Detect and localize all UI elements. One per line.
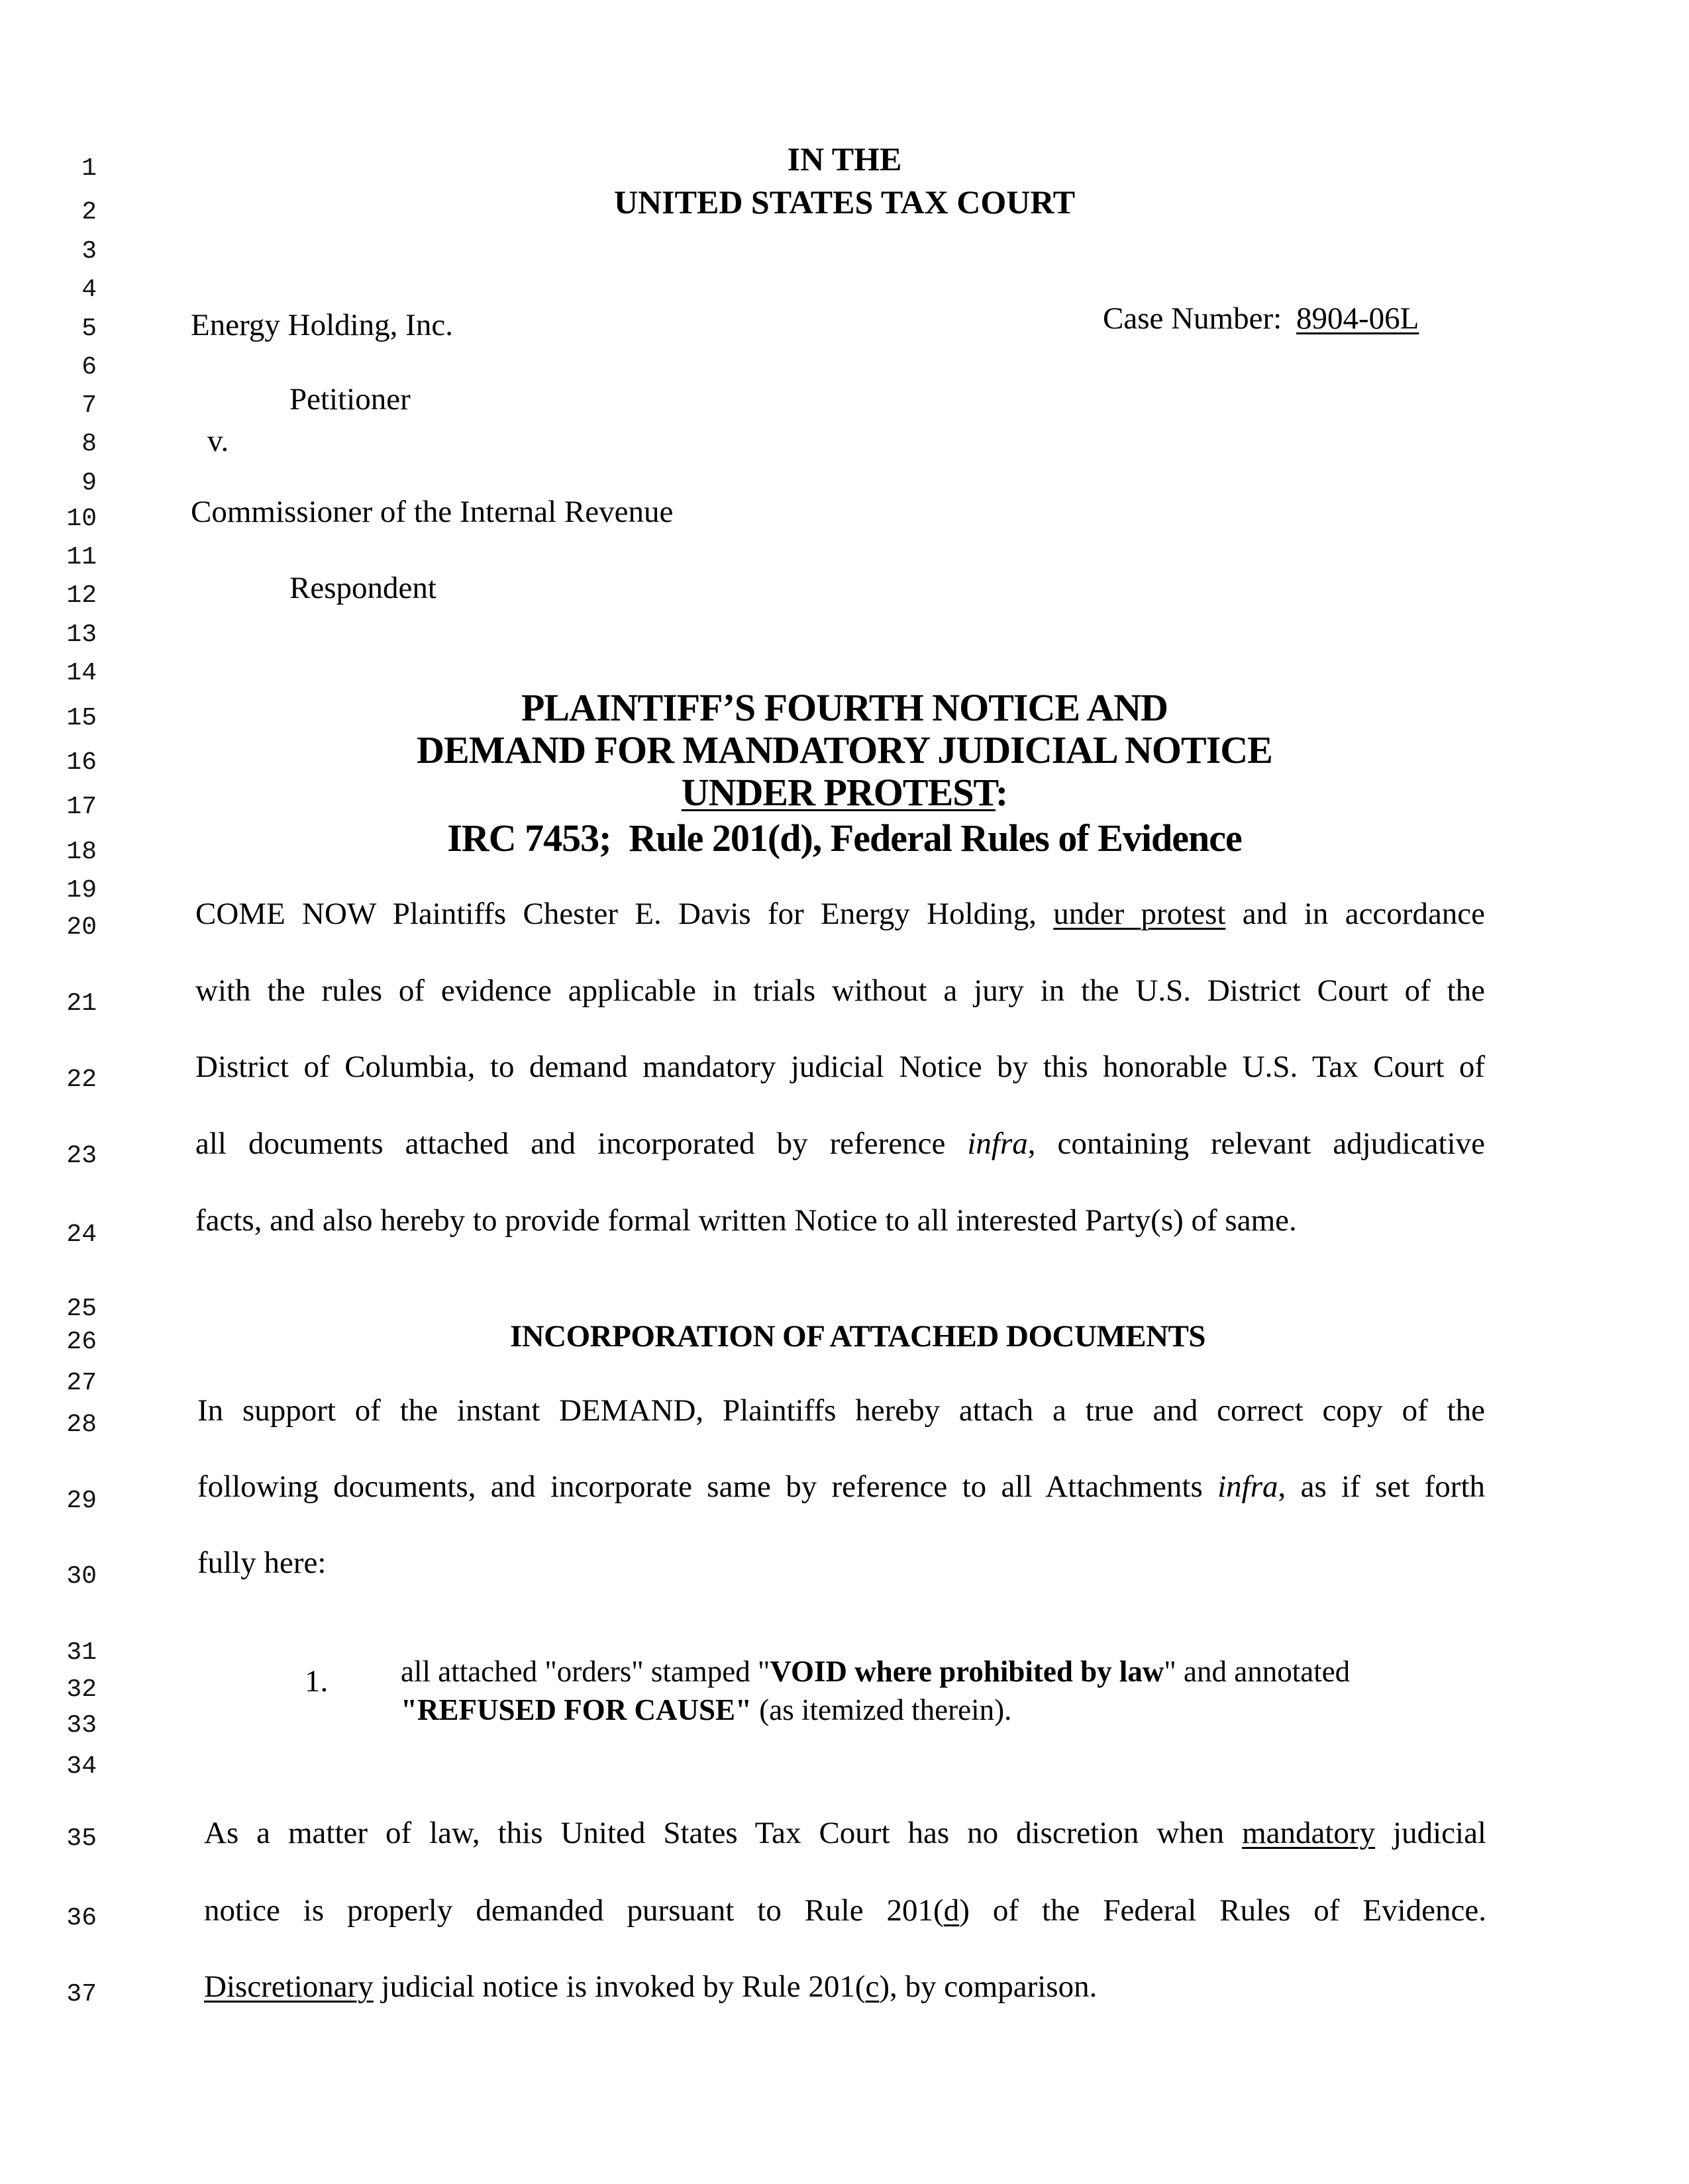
italic-text: infra — [1217, 1469, 1278, 1504]
body-line: In support of the instant DEMAND, Plaintiffs hereby attach a true and correct copy of the — [197, 1393, 1485, 1428]
line-number: 26 — [66, 1328, 97, 1356]
line-number: 24 — [66, 1220, 97, 1249]
line-number: 7 — [81, 391, 97, 420]
text-run: COME NOW Plaintiffs Chester E. Davis for Energy Holding, — [195, 897, 1037, 931]
line-number: 35 — [66, 1824, 97, 1853]
line-number: 20 — [66, 913, 97, 942]
list-item-number: 1. — [305, 1664, 329, 1699]
line-number: 28 — [66, 1411, 97, 1439]
line-number: 2 — [81, 198, 97, 226]
text-run: notice is properly demanded pursuant to Rule 201( — [204, 1893, 944, 1928]
line-number: 19 — [66, 876, 97, 905]
line-number: 6 — [81, 353, 97, 381]
line-number: 23 — [66, 1142, 97, 1170]
bold-text: VOID where prohibited by law — [770, 1655, 1164, 1688]
petitioner-name: Energy Holding, Inc. — [191, 308, 453, 342]
body-line: fully here: — [197, 1546, 327, 1580]
petitioner-role: Petitioner — [289, 382, 411, 417]
underlined-text: Discretionary — [204, 1969, 374, 2004]
line-number: 18 — [66, 838, 97, 866]
underlined-text: c — [865, 1969, 880, 2004]
body-line: with the rules of evidence applicable in trials without a jury in the U.S. District Court of the — [195, 973, 1485, 1008]
italic-text: infra — [967, 1126, 1028, 1161]
list-item-line2 — [401, 1695, 1011, 1725]
line-number: 13 — [66, 620, 97, 649]
line-number: 29 — [66, 1487, 97, 1515]
case-number: 8904-06L — [1296, 301, 1419, 336]
body-line: District of Columbia, to demand mandatory judicial Notice by this honorable U.S. Tax Court of — [195, 1050, 1485, 1084]
text-run: following documents, and incorporate same by reference to all Attachments — [197, 1469, 1203, 1504]
underlined-text: mandatory — [1242, 1816, 1376, 1850]
line-number: 32 — [66, 1675, 97, 1704]
title-line1: PLAINTIFF’S FOURTH NOTICE AND — [521, 686, 1168, 729]
body-line — [204, 1971, 1097, 2003]
line-number: 37 — [66, 1980, 97, 2009]
line-number: 34 — [66, 1752, 97, 1781]
line-number: 33 — [66, 1711, 97, 1740]
line-number: 1 — [81, 154, 97, 183]
text-run: ) of the Federal Rules of Evidence. — [959, 1893, 1486, 1928]
body-line — [195, 1128, 1485, 1160]
title-line4: IRC 7453; Rule 201(d), Federal Rules of Evidence — [447, 817, 1242, 860]
line-number: 4 — [81, 275, 97, 304]
underlined-text: under protest — [1053, 897, 1226, 931]
text-run: and in accordance — [1242, 897, 1486, 931]
text-run: , as if set forth — [1278, 1469, 1486, 1504]
title-under-protest: UNDER PROTEST — [681, 771, 996, 814]
body-line — [195, 899, 1485, 930]
list-item-line1 — [401, 1657, 1350, 1687]
text-run: " and annotated — [1164, 1655, 1351, 1688]
body-line: facts, and also hereby to provide formal written Notice to all interested Party(s) of same. — [195, 1203, 1297, 1238]
court-heading-line1: IN THE — [787, 140, 902, 177]
court-heading-line2: UNITED STATES TAX COURT — [613, 183, 1076, 221]
line-number: 11 — [66, 543, 97, 571]
line-number: 5 — [81, 315, 97, 343]
line-number: 3 — [81, 237, 97, 266]
text-run: ), by comparison. — [879, 1969, 1098, 2004]
body-line — [204, 1818, 1486, 1849]
line-number: 9 — [81, 469, 97, 497]
text-run: all documents attached and incorporated by reference — [195, 1126, 946, 1161]
line-number: 17 — [66, 793, 97, 821]
line-number: 22 — [66, 1066, 97, 1094]
case-number-block — [1103, 303, 1419, 334]
line-number: 15 — [66, 704, 97, 732]
text-run: As a matter of law, this United States Tax Court has no discretion when — [204, 1816, 1225, 1850]
text-run: , containing relevant adjudicative — [1027, 1126, 1486, 1161]
line-number: 14 — [66, 659, 97, 687]
case-number-label: Case Number: — [1103, 301, 1282, 336]
line-number: 12 — [66, 581, 97, 610]
line-number: 8 — [81, 430, 97, 458]
section-heading: INCORPORATION OF ATTACHED DOCUMENTS — [509, 1319, 1206, 1354]
bold-text: "REFUSED FOR CAUSE" — [401, 1693, 752, 1726]
respondent-role: Respondent — [289, 571, 436, 605]
respondent-name: Commissioner of the Internal Revenue — [191, 495, 674, 529]
line-number: 27 — [66, 1369, 97, 1397]
text-run: judicial — [1393, 1816, 1486, 1850]
text-run: all attached "orders" stamped " — [401, 1655, 770, 1688]
versus: v. — [207, 424, 229, 458]
title-colon: : — [995, 771, 1008, 814]
line-number: 30 — [66, 1562, 97, 1591]
line-number: 31 — [66, 1638, 97, 1667]
text-run: (as itemized therein). — [752, 1693, 1012, 1726]
line-number: 36 — [66, 1904, 97, 1932]
line-number: 21 — [66, 989, 97, 1018]
underlined-text: d — [943, 1893, 960, 1928]
line-number: 10 — [66, 505, 97, 533]
line-number: 25 — [66, 1295, 97, 1323]
text-run: judicial notice is invoked by Rule 201( — [373, 1969, 866, 2004]
title-line3 — [0, 773, 1689, 812]
body-line — [204, 1895, 1486, 1926]
body-line — [197, 1471, 1485, 1503]
title-line2: DEMAND FOR MANDATORY JUDICIAL NOTICE — [417, 728, 1272, 771]
line-number: 16 — [66, 748, 97, 777]
